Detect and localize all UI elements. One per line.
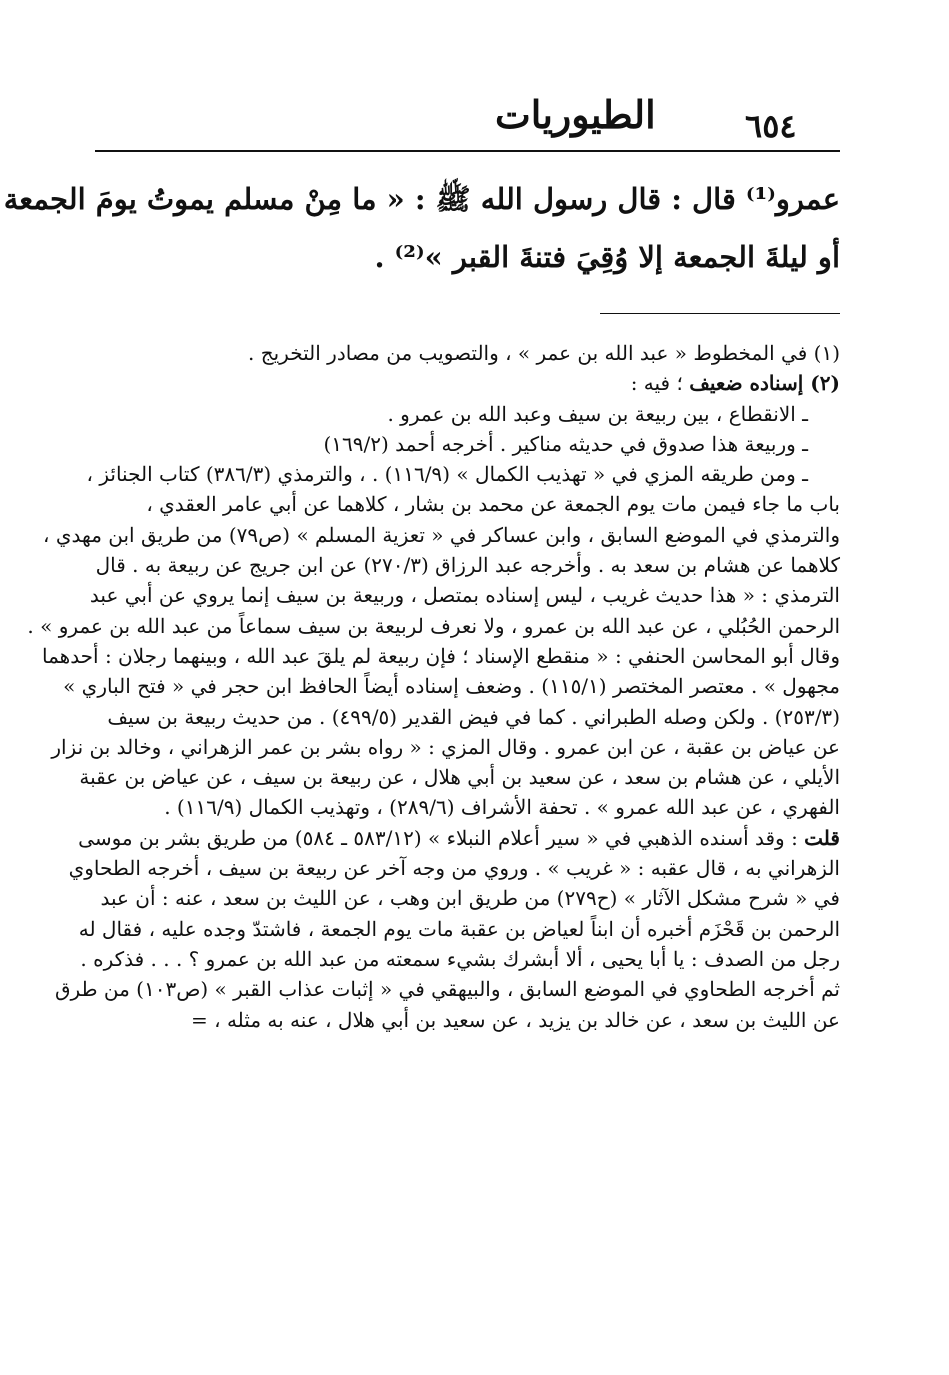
footnote-line: الزهراني به ، قال عقبه : « غريب » . وروي من وجه آخر عن ربيعة بن سيف ، أخرجه الطحاوي [68,856,840,881]
footnote-2-heading [100,368,840,398]
footnote-line: الرحمن بن قَحْزَم أخبره أن ابناً لعياض بن عقبة مات يوم الجمعة ، فاشتدّ وجده عليه ، فقال له [78,916,840,941]
hadith-text [3,170,840,286]
footnote-line: باب ما جاء فيمن مات يوم الجمعة عن محمد بن بشار ، كلاهما عن أبي عامر العقدي ، [146,492,840,517]
header-rule [95,150,840,152]
footnote-line: ـ ومن طريقه المزي في « تهذيب الكمال » (١١٦/٩) . ، والترمذي (٣٨٦/٣) كتاب الجنائز ، [86,462,808,487]
footnote-separator [600,313,840,314]
footnote-line: عن عياض بن عقبة ، عن ابن عمرو . وقال المزي : « رواه بشر بن عمر الزهراني ، وخالد بن نزار [51,734,840,759]
footnote-line: مجهول » . معتصر المختصر (١١٥/١) . وضعف إسناده أيضاً الحافظ ابن حجر في « فتح الباري » [63,674,840,699]
main-line: أو ليلةَ الجمعة إلا وُقِيَ فتنةَ القبر »⁽²⁾ . [374,240,840,274]
footnote-1: (١) في المخطوط « عبد الله بن عمر » ، والتصويب من مصادر التخريج . [247,341,840,365]
footnote-2-label: (٢) إسناده ضعيف [689,371,840,396]
footnote-line: في « شرح مشكل الآثار » (ح٢٧٩) من طريق ابن وهب ، عن الليث بن سعد ، عنه : أن عبد [100,886,840,911]
footnote-line: ثم أخرجه الطحاوي في الموضع السابق ، والبيهقي في « إثبات عذاب القبر » (ص١٠٣) من طرق [55,977,840,1002]
footnote-line: الترمذي : « هذا حديث غريب ، ليس إسناده بمتصل ، وربيعة بن سيف إنما يروي عن أبي عبد [89,583,840,608]
footnote-line: وقال أبو المحاسن الحنفي : « منقطع الإسناد ؛ فإن ربيعة لم يلقَ عبد الله ، وبينهما رجلان : أحدهما [41,643,840,668]
qult-label: قلت [804,825,840,850]
footnote-line: الفهري ، عن عبد الله عمرو » . تحفة الأشراف (٢٨٩/٦) ، وتهذيب الكمال (١١٦/٩) . [164,795,840,820]
main-line: عمرو⁽¹⁾ قال : قال رسول الله ﷺ : « ما مِنْ مسلم يموتُ يومَ الجمعة [3,182,840,216]
footnote-line: ـ الانقطاع ، بين ربيعة بن سيف وعبد الله بن عمرو . [387,401,808,426]
footnote-line: الرحمن الحُبُلي ، عن عبد الله بن عمرو ، ولا نعرف لربيعة بن سيف سماعاً من عبد الله بن عمرو » . [27,613,840,638]
footnote-line: الأيلي ، عن هشام بن سعد ، عن سعيد بن أبي هلال ، عن ربيعة بن سيف ، عن عياض بن عقبة [79,765,840,790]
footnote-line: رجل من الصدف : يا أبا يحيى ، ألا أبشرك بشيء سمعته من عبد الله بن عمرو ؟ . . . فذكره . [80,946,840,971]
footnote-line: كلاهما عن هشام بن سعد به . وأخرجه عبد الرزاق (٢٧٠/٣) عن ابن جريج عن ربيعة به . قال [95,553,840,578]
footnotes [27,338,840,1035]
footnote-line: ـ وربيعة هذا صدوق في حديثه مناكير . أخرجه أحمد (١٦٩/٢) [323,431,808,456]
footnote-line: والترمذي في الموضع السابق ، وابن عساكر في « تعزية المسلم » (ص٧٩) من طريق ابن مهدي ، [43,522,840,547]
qult-line [78,823,840,853]
footnote-2-rest: ؛ فيه : [630,371,690,396]
book-title: الطيوريات [495,92,656,137]
footnote-line: (٢٥٣/٣) . ولكن وصله الطبراني . كما في فيض القدير (٤٩٩/٥) . من حديث ربيعة بن سيف [107,704,840,729]
qult-rest: : وقد أسنده الذهبي في « سير أعلام النبلاء » (٥٨٣/١٢ ـ ٥٨٤) من طريق بشر بن موسى [78,825,805,850]
page-number: ٦٥٤ [745,107,797,145]
footnote-line: عن الليث بن سعد ، عن خالد بن يزيد ، عن سعيد بن أبي هلال ، عنه به مثله ، = [191,1007,840,1032]
page-header [95,90,840,152]
